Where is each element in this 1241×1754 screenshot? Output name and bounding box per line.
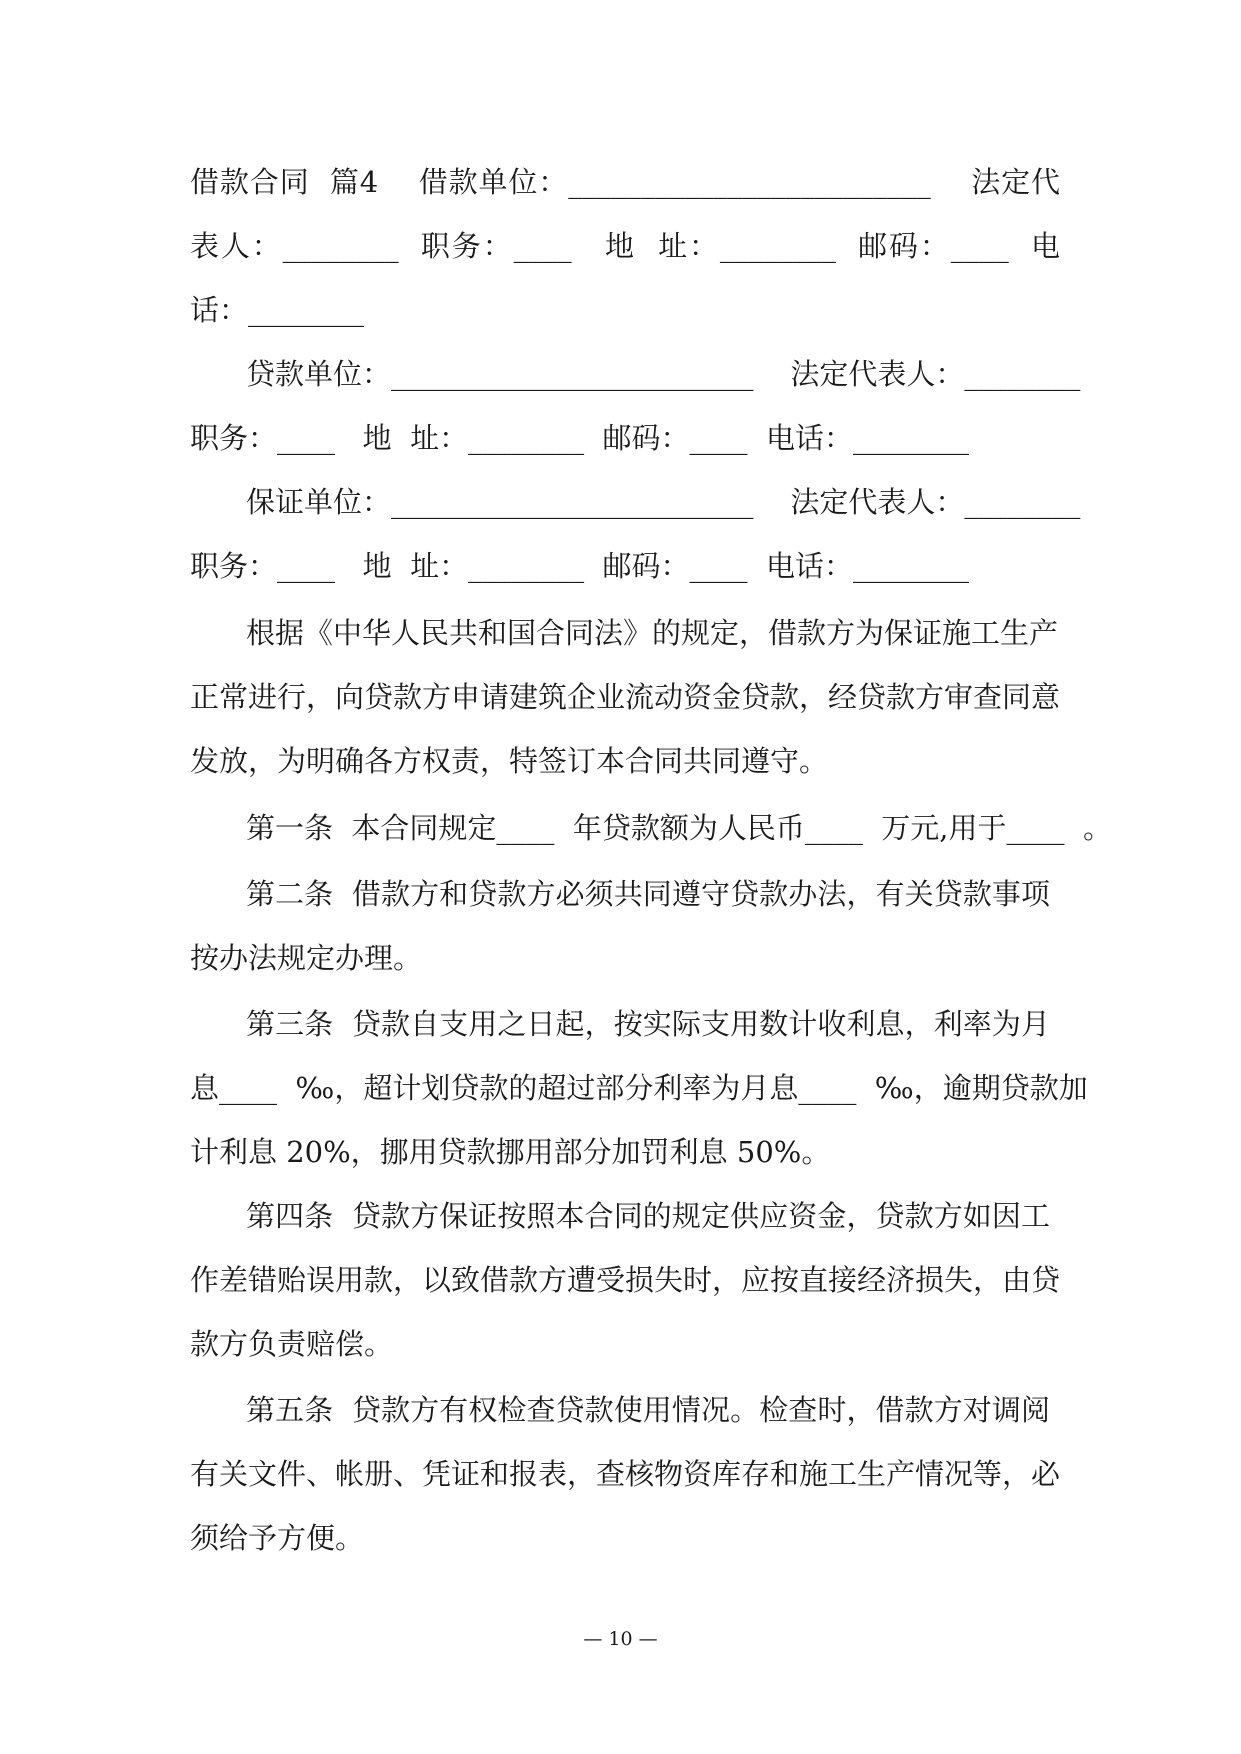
text-line: 借款合同 篇4 借款单位：_________________________ 法定代 <box>190 165 1060 199</box>
paragraph-line: 正常进行，向贷款方申请建筑企业流动资金贷款，经贷款方审查同意 <box>190 680 1061 714</box>
article-line: 第三条 贷款自支用之日起，按实际支用数计收利息，利率为月 <box>246 1007 1050 1041</box>
text-line: 贷款单位：_________________________ 法定代表人：________ <box>246 357 1081 391</box>
article-line: 第一条 本合同规定____ 年贷款额为人民币____ 万元,用于____ 。 <box>246 811 1112 845</box>
paragraph-line: 发放，为明确各方权责，特签订本合同共同遵守。 <box>190 744 829 778</box>
article-line: 款方负责赔偿。 <box>190 1327 394 1361</box>
text-line: 职务：____ 地 址：________ 邮码：____ 电话：________ <box>190 421 969 455</box>
paragraph-line: 根据《中华人民共和国合同法》的规定，借款方为保证施工生产 <box>246 616 1059 650</box>
page-number: — 10 — <box>583 1628 658 1650</box>
text-line: 保证单位：_________________________ 法定代表人：________ <box>246 485 1081 519</box>
text-line: 话：________ <box>190 293 365 327</box>
article-line: 第四条 贷款方保证按照本合同的规定供应资金，贷款方如因工 <box>246 1199 1050 1233</box>
article-line: 须给予方便。 <box>190 1521 365 1555</box>
article-line: 息____ ‰，超计划贷款的超过部分利率为月息____ ‰，逾期贷款加 <box>190 1071 1088 1105</box>
article-line: 作差错贻误用款，以致借款方遭受损失时，应按直接经济损失，由贷 <box>190 1263 1061 1297</box>
article-line: 有关文件、帐册、凭证和报表，查核物资库存和施工生产情况等，必 <box>190 1457 1061 1491</box>
article-line: 第五条 贷款方有权检查贷款使用情况。检查时，借款方对调阅 <box>246 1393 1050 1427</box>
article-line: 第二条 借款方和贷款方必须共同遵守贷款办法，有关贷款事项 <box>246 877 1050 911</box>
text-line: 职务：____ 地 址：________ 邮码：____ 电话：________ <box>190 549 969 583</box>
article-line: 计利息 20%，挪用贷款挪用部分加罚利息 50%。 <box>190 1135 831 1169</box>
article-line: 按办法规定办理。 <box>190 941 423 975</box>
text-line: 表人：________ 职务：____ 地 址：________ 邮码：____ 电 <box>190 229 1060 263</box>
